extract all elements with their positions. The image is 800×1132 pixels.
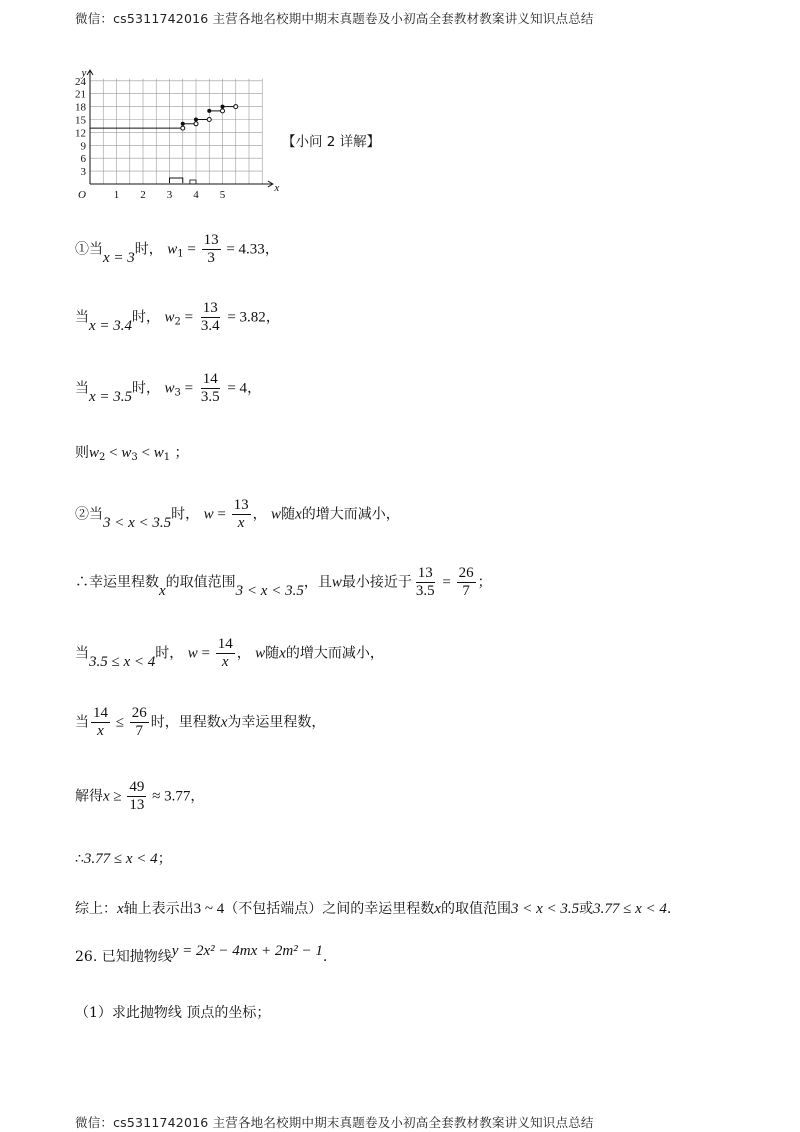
origin-label: O — [78, 189, 86, 201]
range: 3 < x < 3.5 — [235, 582, 304, 599]
open-endpoint — [221, 109, 225, 113]
equals: = — [180, 380, 197, 397]
chart-series — [90, 105, 238, 184]
line-text: 轴上表示出 — [123, 901, 194, 917]
y-tick-label: 6 — [80, 153, 86, 166]
y-tick-label: 9 — [80, 140, 86, 153]
punct: ， — [252, 506, 267, 523]
line-prefix: ①当 — [75, 241, 103, 258]
solution-line-6 — [75, 565, 492, 600]
numerator: 14 — [217, 636, 233, 652]
line-prefix: 当 — [75, 380, 89, 397]
solution-line-11 — [75, 898, 671, 918]
w-symbol: w — [255, 645, 266, 662]
line-text: 的增大而减小， — [285, 645, 384, 662]
fraction — [130, 705, 149, 740]
closed-endpoint — [181, 122, 185, 126]
numerator: 13 — [202, 300, 218, 316]
solution-line-8 — [75, 705, 325, 740]
denominator: x — [97, 723, 104, 739]
numerator: 13 — [203, 232, 219, 248]
line-text: 为幸运里程数， — [227, 714, 326, 731]
denominator: 3 — [207, 250, 215, 266]
solution-line-2 — [75, 300, 280, 335]
equals: = — [213, 506, 230, 523]
greater-equal: ≥ — [109, 788, 126, 805]
w-symbol: w — [167, 241, 178, 258]
w-symbol: w — [331, 574, 342, 591]
line-text: 的取值范围 — [440, 901, 511, 917]
line-prefix: 当 — [75, 645, 89, 662]
range: 3 ~ 4 — [193, 901, 225, 917]
open-endpoint — [181, 126, 185, 130]
line-text: 时， — [171, 506, 200, 523]
denominator: 3.5 — [415, 583, 435, 599]
line-text: 的增大而减小， — [301, 506, 400, 523]
page-header: 微信：cs5311742016 主营各地名校期中期末真题卷及小初高全套教材教案讲义知识点总结 — [75, 11, 594, 26]
line-prefix: 则 — [75, 445, 89, 461]
line-text: 时， — [134, 241, 163, 258]
parabola-equation: y = 2x² − 4mx + 2m² − 1 — [171, 943, 323, 959]
denominator: x — [221, 654, 229, 670]
subscript: 3 — [174, 387, 181, 399]
condition: x = 3.4 — [89, 317, 133, 334]
numerator: 26 — [458, 565, 474, 581]
step-function-chart — [72, 60, 282, 205]
condition: 3.5 ≤ x < 4 — [89, 653, 156, 670]
subscript: 2 — [174, 316, 181, 328]
w-symbol: w — [89, 445, 100, 461]
punct: ； — [157, 851, 172, 867]
w-symbol: w — [203, 506, 214, 523]
fraction — [232, 497, 251, 532]
line-prefix: 解得 — [75, 788, 103, 805]
range-box — [190, 180, 196, 184]
page-footer: 微信：cs5311742016 主营各地名校期中期末真题卷及小初高全套教材教案讲义知识点总结 — [75, 1115, 594, 1130]
x-tick-label: 4 — [193, 189, 199, 201]
approx-result: ≈ 3.77 — [148, 788, 191, 805]
w-symbol: w — [164, 380, 175, 397]
denominator: 7 — [135, 723, 143, 739]
open-endpoint — [194, 122, 198, 126]
solution-line-10 — [75, 848, 172, 868]
range: 3.77 ≤ x < 4 — [593, 901, 667, 917]
punct: ， — [264, 241, 279, 258]
denominator: 13 — [129, 797, 145, 813]
y-tick-label: 24 — [75, 75, 86, 88]
equals: = — [438, 574, 455, 591]
x-symbol: x — [220, 714, 228, 731]
closed-endpoint — [207, 109, 211, 113]
fraction — [202, 232, 221, 267]
solution-line-7 — [75, 636, 384, 671]
less-than: < — [137, 445, 154, 461]
w-symbol: w — [271, 506, 282, 523]
line-text: （1）求此抛物线 顶点的坐标； — [75, 1005, 271, 1021]
problem-26-part-1 — [75, 1002, 270, 1022]
chart-grid — [90, 79, 262, 184]
line-prefix: ②当 — [75, 506, 103, 523]
subscript: 2 — [99, 452, 106, 463]
range-bracket — [170, 178, 183, 183]
x-tick-label: 5 — [219, 189, 226, 201]
line-prefix: 当 — [75, 309, 89, 326]
result: = 4 — [223, 380, 248, 397]
x-symbol: x — [279, 645, 286, 662]
denominator: x — [237, 515, 245, 531]
range: 3.77 ≤ x < 4 — [83, 851, 158, 867]
x-tick-label: 2 — [140, 189, 146, 201]
line-text: 最小接近于 — [341, 574, 412, 591]
punct: . — [666, 901, 672, 917]
condition: 3 < x < 3.5 — [103, 514, 172, 531]
line-text: 时，里程数 — [150, 714, 221, 731]
fraction — [127, 779, 146, 814]
equals: = — [197, 645, 214, 662]
less-equal: ≤ — [112, 714, 128, 731]
solution-line-4 — [75, 442, 189, 463]
x-symbol: x — [117, 901, 124, 917]
punct: . — [322, 949, 328, 965]
subscript: 1 — [163, 452, 171, 463]
open-endpoint — [207, 118, 211, 122]
line-text: 或 — [579, 901, 594, 917]
denominator: 7 — [462, 583, 470, 599]
numerator: 14 — [202, 371, 218, 387]
w-symbol: w — [153, 445, 164, 461]
problem-26-title — [75, 943, 328, 966]
result: = 3.82 — [223, 309, 266, 326]
punct: ， — [247, 380, 262, 397]
line-prefix: 当 — [75, 714, 89, 731]
line-text: 随 — [281, 506, 296, 523]
y-tick-label: 15 — [75, 114, 86, 127]
line-text: ，且 — [303, 574, 332, 591]
side-label: 【小问 2 详解】 — [282, 134, 381, 150]
subscript: 3 — [131, 452, 138, 463]
solution-line-3 — [75, 371, 261, 406]
punct: ； — [170, 445, 189, 461]
w-symbol: w — [164, 309, 175, 326]
w-symbol: w — [187, 645, 198, 662]
numerator: 13 — [233, 497, 249, 513]
numerator: 14 — [93, 705, 108, 721]
fraction — [199, 300, 222, 335]
denominator: 3.5 — [200, 389, 220, 405]
x-symbol: x — [434, 901, 441, 917]
open-endpoint — [234, 105, 238, 109]
denominator: 3.4 — [200, 318, 220, 334]
line-text: （不包括端点）之间的幸运里程数 — [224, 901, 435, 917]
line-prefix: 综上： — [75, 901, 117, 917]
equals: = — [180, 309, 197, 326]
numerator: 49 — [129, 779, 145, 795]
x-symbol: x — [295, 506, 302, 523]
condition: x = 3 — [103, 249, 135, 266]
equals: = — [183, 241, 200, 258]
closed-endpoint — [221, 105, 225, 109]
w-symbol: w — [121, 445, 132, 461]
fraction — [414, 565, 437, 600]
x-tick-label: 1 — [113, 189, 120, 201]
solution-line-5 — [75, 497, 400, 532]
line-text: 时， — [132, 309, 161, 326]
x-symbol: x — [159, 582, 166, 599]
numerator: 13 — [417, 565, 433, 581]
fraction — [457, 565, 476, 600]
fraction — [91, 705, 110, 740]
y-axis-label: y — [81, 67, 87, 80]
punct: ； — [477, 574, 492, 591]
solution-line-9 — [75, 779, 204, 814]
range: 3 < x < 3.5 — [510, 901, 580, 917]
condition: x = 3.5 — [89, 388, 133, 405]
closed-endpoint — [194, 118, 198, 122]
result: = 4.33 — [222, 241, 265, 258]
line-prefix: ∴幸运里程数 — [75, 574, 159, 591]
fraction — [216, 636, 235, 671]
numerator: 26 — [131, 705, 147, 721]
y-tick-label: 12 — [75, 127, 86, 140]
solution-line-1 — [75, 232, 279, 267]
x-tick-label: 3 — [166, 189, 173, 201]
punct: ， — [190, 788, 205, 805]
punct: ， — [265, 309, 280, 326]
fraction — [199, 371, 222, 406]
line-text: 随 — [265, 645, 280, 662]
less-than: < — [105, 445, 122, 461]
line-prefix: 26. 已知抛物线 — [75, 949, 172, 965]
line-text: 时， — [132, 380, 161, 397]
y-tick-label: 21 — [75, 88, 86, 101]
x-axis-label: x — [274, 182, 280, 194]
line-text: 时， — [155, 645, 184, 662]
y-tick-label: 3 — [80, 166, 86, 179]
line-text: 的取值范围 — [165, 574, 236, 591]
line-prefix: ∴ — [75, 851, 84, 867]
x-symbol: x — [103, 788, 110, 805]
punct: ， — [236, 645, 251, 662]
subscript: 1 — [177, 248, 184, 260]
y-tick-label: 18 — [75, 101, 86, 114]
